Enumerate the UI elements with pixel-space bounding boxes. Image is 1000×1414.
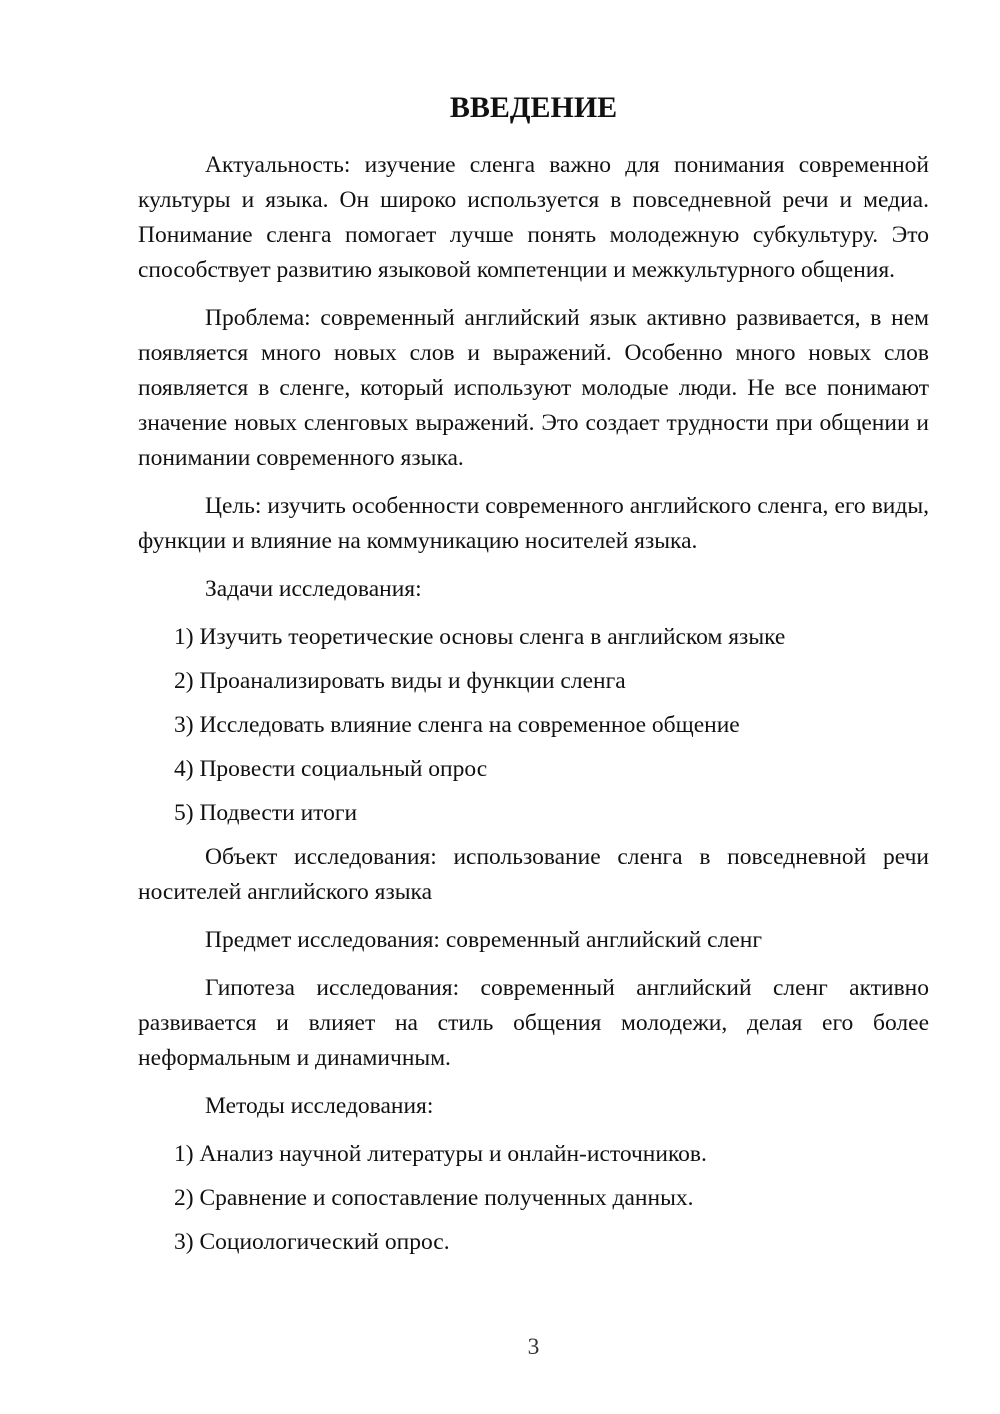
task-item-4: 4) Провести социальный опрос bbox=[174, 756, 488, 782]
methods-heading: Методы исследования: bbox=[205, 1093, 434, 1119]
task-item-2: 2) Проанализировать виды и функции сленга bbox=[174, 668, 626, 694]
page-title: ВВЕДЕНИЕ bbox=[449, 91, 618, 124]
paragraph-goal: Цель: изучить особенности современного английского сленга, его виды, функции и влияние на коммуникацию носителей языка. bbox=[138, 493, 929, 554]
methods-list bbox=[138, 1137, 929, 1260]
method-item-1: 1) Анализ научной литературы и онлайн-источников. bbox=[174, 1141, 707, 1167]
paragraph-relevance: Актуальность: изучение сленга важно для понимания современной культуры и языка. Он широко используется в повседневной речи и медиа. Понимание сленга помогает лучше понять молодежную субкультуру. Это способствует развитию языковой компетенции и межкультурного общения. bbox=[138, 152, 929, 283]
paragraph-hypothesis: Гипотеза исследования: современный английский сленг активно развивается и влияет на стиль общения молодежи, делая его более неформальным и динамичным. bbox=[138, 975, 929, 1071]
method-item-3: 3) Социологический опрос. bbox=[174, 1229, 450, 1255]
tasks-heading: Задачи исследования: bbox=[205, 576, 422, 602]
task-item-5: 5) Подвести итоги bbox=[174, 800, 358, 826]
document-body bbox=[138, 90, 929, 1269]
tasks-list bbox=[138, 620, 929, 831]
task-item-1: 1) Изучить теоретические основы сленга в английском языке bbox=[174, 624, 786, 650]
task-item-3: 3) Исследовать влияние сленга на современное общение bbox=[174, 712, 740, 738]
paragraph-problem: Проблема: современный английский язык активно развивается, в нем появляется много новых слов и выражений. Особенно много новых слов появляется в сленге, который используют молодые люди. Не все понимают значение новых сленговых выражений. Это создает трудности при общении и понимании современного языка. bbox=[138, 305, 929, 471]
paragraph-object: Объект исследования: использование сленга в повседневной речи носителей английского языка bbox=[138, 844, 929, 905]
method-item-2: 2) Сравнение и сопоставление полученных данных. bbox=[174, 1185, 694, 1211]
page-number: 3 bbox=[527, 1334, 540, 1360]
paragraph-subject: Предмет исследования: современный английский сленг bbox=[205, 927, 762, 953]
